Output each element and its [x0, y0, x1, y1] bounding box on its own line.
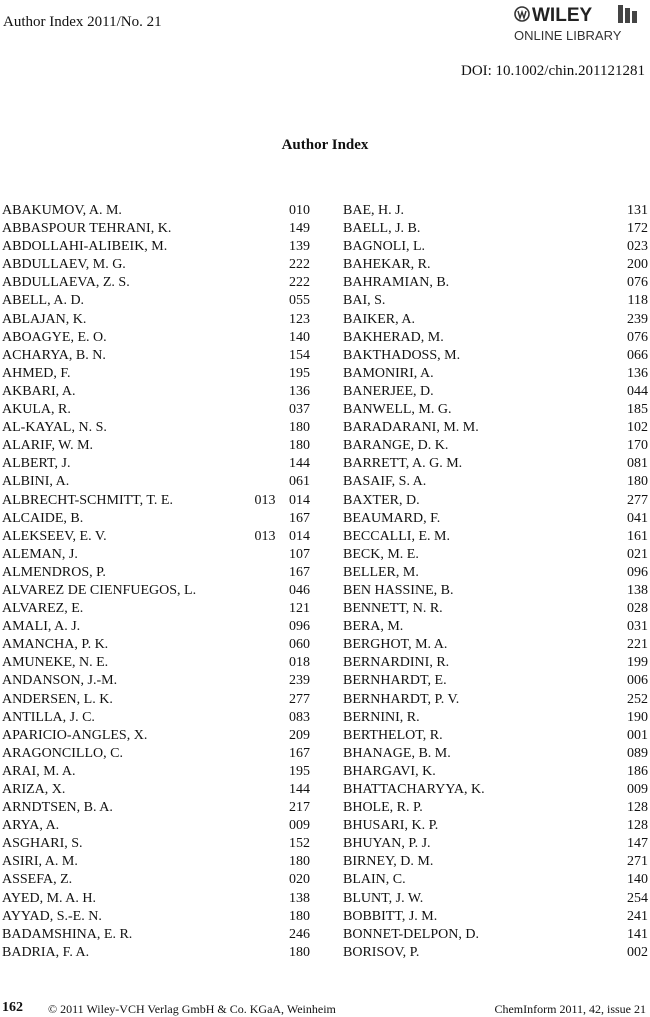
page-references: 055	[289, 293, 310, 309]
author-name: BORISOV, P.	[343, 944, 420, 960]
author-entry	[343, 636, 648, 654]
page-references: 141	[627, 926, 648, 942]
author-entry	[343, 582, 648, 600]
author-entry	[2, 871, 310, 889]
page-references: 241	[627, 908, 648, 924]
page-references: 096	[289, 619, 310, 635]
author-entry	[2, 329, 310, 347]
author-entry	[343, 890, 648, 908]
author-name: BHATTACHARYYA, K.	[343, 782, 485, 797]
author-entry	[2, 745, 310, 763]
author-name: ABDULLAEVA, Z. S.	[2, 275, 130, 291]
page-references: 252	[627, 691, 648, 707]
author-entry	[2, 492, 310, 510]
page-references: 180	[289, 944, 310, 960]
author-name: ARAI, M. A.	[2, 763, 76, 779]
author-entry	[2, 347, 310, 365]
author-name: ABAKUMOV, A. M.	[2, 203, 122, 218]
page-references: 089	[627, 745, 648, 761]
page-references: 147	[627, 836, 648, 852]
page-references: 271	[627, 854, 648, 870]
author-entry	[343, 455, 648, 473]
page-references: 046	[289, 582, 310, 598]
author-entry	[343, 492, 648, 510]
author-name: ABELL, A. D.	[2, 293, 85, 309]
running-title: Author Index 2011/No. 21	[3, 14, 162, 30]
author-name: BAHEKAR, R.	[343, 257, 431, 273]
author-name: BLAIN, C.	[343, 872, 406, 888]
author-entry	[343, 202, 648, 220]
author-entry	[2, 202, 310, 220]
page-references: 239	[289, 673, 310, 689]
page-references: 001	[627, 727, 648, 743]
author-entry	[2, 455, 310, 473]
author-name: BANWELL, M. G.	[343, 402, 452, 418]
author-entry	[2, 311, 310, 329]
page-references: 010	[289, 203, 310, 218]
author-entry	[343, 383, 648, 401]
page-references: 140	[627, 872, 648, 888]
author-list-right-column	[343, 202, 648, 962]
page-references: 006	[627, 673, 648, 689]
author-name: ARNDTSEN, B. A.	[2, 800, 113, 816]
author-name: BAKHERAD, M.	[343, 329, 444, 345]
author-name: BHARGAVI, K.	[343, 763, 436, 779]
author-name: ABLAJAN, K.	[2, 311, 87, 327]
author-name: BLUNT, J. W.	[343, 890, 424, 906]
author-name: ALBRECHT-SCHMITT, T. E.	[2, 492, 173, 508]
page-references: 107	[289, 546, 310, 562]
author-entry	[2, 582, 310, 600]
author-name: BERNARDINI, R.	[343, 655, 450, 671]
page-references: 277	[289, 691, 310, 707]
author-name: ABOAGYE, E. O.	[2, 329, 107, 345]
page-number: 162	[2, 1000, 23, 1015]
page-references: 138	[289, 890, 310, 906]
page-references: 102	[627, 420, 648, 436]
author-entry	[343, 256, 648, 274]
author-entry	[343, 781, 648, 799]
author-name: AMALI, A. J.	[2, 619, 81, 635]
author-entry	[2, 944, 310, 962]
author-entry	[2, 256, 310, 274]
logo-wordmark: WILEY	[532, 5, 593, 26]
page-references: 021	[627, 546, 648, 562]
author-name: BHANAGE, B. M.	[343, 745, 451, 761]
author-entry	[2, 401, 310, 419]
author-entry	[343, 546, 648, 564]
page-references: 170	[627, 438, 648, 454]
author-entry	[2, 890, 310, 908]
page-references: 217	[289, 800, 310, 816]
author-entry	[2, 238, 310, 256]
author-name: AL-KAYAL, N. S.	[2, 420, 107, 436]
author-name: BAGNOLI, L.	[343, 239, 426, 255]
author-name: BELLER, M.	[343, 564, 419, 580]
author-entry	[2, 564, 310, 582]
author-name: BAELL, J. B.	[343, 221, 421, 237]
author-entry	[2, 618, 310, 636]
author-entry	[343, 618, 648, 636]
author-name: BEN HASSINE, B.	[343, 582, 454, 598]
author-name: BENNETT, N. R.	[343, 601, 443, 617]
author-entry	[2, 274, 310, 292]
page-references: 121	[289, 601, 310, 617]
author-name: BAMONIRI, A.	[343, 365, 434, 381]
wiley-logo-graphic	[514, 4, 646, 46]
author-entry	[2, 817, 310, 835]
page-references: 239	[627, 311, 648, 327]
author-name: AMUNEKE, N. E.	[2, 655, 109, 671]
author-entry	[343, 709, 648, 727]
author-name: ASSEFA, Z.	[2, 872, 73, 888]
logo-bar-1	[618, 5, 623, 23]
author-name: ALCAIDE, B.	[2, 510, 84, 526]
page-references: 023	[627, 239, 648, 255]
author-name: ARIZA, X.	[2, 782, 66, 797]
page-references: 144	[289, 456, 310, 472]
author-name: ALBERT, J.	[2, 456, 71, 472]
author-entry	[2, 600, 310, 618]
author-entry	[343, 853, 648, 871]
page-references: 167	[289, 564, 310, 580]
author-entry	[343, 727, 648, 745]
author-entry	[343, 329, 648, 347]
author-name: BAI, S.	[343, 293, 386, 309]
page-references: 161	[627, 528, 648, 544]
author-name: ABDOLLAHI-ALIBEIK, M.	[2, 239, 168, 255]
author-entry	[2, 437, 310, 455]
page-references: 013 014	[254, 492, 310, 508]
author-name: BERTHELOT, R.	[343, 727, 443, 743]
author-name: BHUYAN, P. J.	[343, 836, 431, 852]
author-name: ALMENDROS, P.	[2, 564, 106, 580]
author-entry	[343, 944, 648, 962]
author-entry	[343, 691, 648, 709]
author-name: ALARIF, W. M.	[2, 438, 94, 454]
author-entry	[2, 636, 310, 654]
page-references: 020	[289, 872, 310, 888]
page-references: 186	[627, 763, 648, 779]
author-entry	[2, 383, 310, 401]
page-references: 185	[627, 402, 648, 418]
author-name: ALEKSEEV, E. V.	[2, 528, 107, 544]
author-entry	[2, 763, 310, 781]
page-references: 167	[289, 510, 310, 526]
page-references: 118	[627, 293, 648, 309]
author-entry	[2, 365, 310, 383]
page-references: 222	[289, 257, 310, 273]
page-references: 031	[627, 619, 648, 635]
author-entry	[343, 274, 648, 292]
author-name: ACHARYA, B. N.	[2, 347, 106, 363]
page-references: 028	[627, 601, 648, 617]
author-name: ALVAREZ DE CIENFUEGOS, L.	[2, 582, 197, 598]
author-name: BAKTHADOSS, M.	[343, 347, 461, 363]
author-entry	[2, 473, 310, 491]
author-entry	[343, 311, 648, 329]
page-references: 083	[289, 709, 310, 725]
author-entry	[2, 528, 310, 546]
page-references: 222	[289, 275, 310, 291]
author-name: ASGHARI, S.	[2, 836, 83, 852]
author-entry	[2, 672, 310, 690]
author-entry	[2, 926, 310, 944]
author-name: BERA, M.	[343, 619, 404, 635]
author-name: AKULA, R.	[2, 402, 71, 418]
author-entry	[343, 365, 648, 383]
page-references: 076	[627, 329, 648, 345]
author-entry	[343, 510, 648, 528]
page-references: 096	[627, 564, 648, 580]
page-references: 172	[627, 221, 648, 237]
author-name: BAXTER, D.	[343, 492, 420, 508]
author-entry	[2, 853, 310, 871]
page-references: 200	[627, 257, 648, 273]
author-entry	[343, 926, 648, 944]
page-references: 066	[627, 347, 648, 363]
page-references: 180	[289, 420, 310, 436]
author-entry	[2, 691, 310, 709]
copyright-notice: © 2011 Wiley-VCH Verlag GmbH & Co. KGaA, Weinheim	[48, 1002, 336, 1016]
page-references: 195	[289, 763, 310, 779]
author-entry	[2, 709, 310, 727]
page-references: 076	[627, 275, 648, 291]
author-name: ALEMAN, J.	[2, 546, 78, 562]
author-entry	[2, 292, 310, 310]
page-references: 221	[627, 637, 648, 653]
page-references: 044	[627, 383, 648, 399]
author-entry	[2, 835, 310, 853]
author-name: BANERJEE, D.	[343, 383, 434, 399]
author-name: AHMED, F.	[2, 365, 71, 381]
author-name: BAE, H. J.	[343, 203, 405, 218]
author-name: ARAGONCILLO, C.	[2, 745, 123, 761]
author-entry	[2, 654, 310, 672]
logo-bar-2	[625, 8, 630, 23]
page-references: 061	[289, 474, 310, 490]
author-name: ANDANSON, J.-M.	[2, 673, 118, 689]
page-title: Author Index	[281, 137, 369, 153]
page-references: 060	[289, 637, 310, 653]
page-references: 009	[627, 782, 648, 797]
page-references: 138	[627, 582, 648, 598]
page-references: 081	[627, 456, 648, 472]
page-references: 002	[627, 944, 648, 960]
author-entry	[343, 835, 648, 853]
author-name: BERNINI, R.	[343, 709, 420, 725]
author-name: BADAMSHINA, E. R.	[2, 926, 133, 942]
page-references: 144	[289, 782, 310, 797]
author-name: BARANGE, D. K.	[343, 438, 449, 454]
author-name: AMANCHA, P. K.	[2, 637, 109, 653]
page-references: 277	[627, 492, 648, 508]
author-entry	[2, 727, 310, 745]
author-entry	[2, 419, 310, 437]
author-name: ALBINI, A.	[2, 474, 70, 490]
author-entry	[343, 745, 648, 763]
page-references: 209	[289, 727, 310, 743]
author-name: BERGHOT, M. A.	[343, 637, 448, 653]
wiley-online-library-logo	[514, 4, 646, 46]
logo-subtitle: ONLINE LIBRARY	[514, 28, 622, 43]
journal-reference: ChemInform 2011, 42, issue 21	[494, 1002, 646, 1016]
author-name: ABDULLAEV, M. G.	[2, 257, 126, 273]
page-references: 136	[627, 365, 648, 381]
author-entry	[343, 220, 648, 238]
page-references: 139	[289, 239, 310, 255]
page-references: 152	[289, 836, 310, 852]
page-references: 254	[627, 890, 648, 906]
author-name: BHUSARI, K. P.	[343, 818, 439, 834]
author-name: BEAUMARD, F.	[343, 510, 441, 526]
logo-seal-mark	[518, 11, 526, 18]
author-name: AYYAD, S.-E. N.	[2, 908, 102, 924]
author-entry	[343, 528, 648, 546]
author-name: BHOLE, R. P.	[343, 800, 423, 816]
author-name: ABBASPOUR TEHRANI, K.	[2, 221, 172, 237]
author-name: BONNET-DELPON, D.	[343, 926, 479, 942]
page-references: 195	[289, 365, 310, 381]
page-references: 128	[627, 818, 648, 834]
author-entry	[2, 220, 310, 238]
author-entry	[343, 473, 648, 491]
author-name: BARRETT, A. G. M.	[343, 456, 463, 472]
author-name: APARICIO-ANGLES, X.	[2, 727, 148, 743]
page-footer	[0, 1000, 650, 1017]
doi: DOI: 10.1002/chin.201121281	[460, 63, 645, 79]
page-references: 128	[627, 800, 648, 816]
page-references: 131	[627, 203, 648, 218]
author-entry	[2, 799, 310, 817]
author-entry	[343, 654, 648, 672]
author-name: BASAIF, S. A.	[343, 474, 427, 490]
page-references: 154	[289, 347, 310, 363]
author-entry	[343, 437, 648, 455]
author-name: BERNHARDT, E.	[343, 673, 447, 689]
author-entry	[2, 781, 310, 799]
author-name: ALVAREZ, E.	[2, 601, 84, 617]
author-entry	[343, 419, 648, 437]
author-name: AKBARI, A.	[2, 383, 76, 399]
author-name: BOBBITT, J. M.	[343, 908, 438, 924]
page-references: 123	[289, 311, 310, 327]
page-references: 149	[289, 221, 310, 237]
page-references: 037	[289, 402, 310, 418]
page-references: 041	[627, 510, 648, 526]
author-entry	[343, 871, 648, 889]
author-entry	[343, 600, 648, 618]
author-name: BAIKER, A.	[343, 311, 415, 327]
author-name: BIRNEY, D. M.	[343, 854, 434, 870]
page-references: 180	[627, 474, 648, 490]
author-name: AYED, M. A. H.	[2, 890, 96, 906]
page-references: 190	[627, 709, 648, 725]
author-entry	[343, 799, 648, 817]
author-name: BARADARANI, M. M.	[343, 420, 479, 436]
author-name: ARYA, A.	[2, 818, 60, 834]
author-name: BAHRAMIAN, B.	[343, 275, 450, 291]
page-references: 009	[289, 818, 310, 834]
page-references: 013 014	[254, 528, 310, 544]
author-name: BADRIA, F. A.	[2, 944, 90, 960]
page-references: 180	[289, 438, 310, 454]
author-entry	[343, 292, 648, 310]
author-entry	[343, 564, 648, 582]
page-references: 180	[289, 854, 310, 870]
author-entry	[2, 908, 310, 926]
page-references: 199	[627, 655, 648, 671]
page-references: 140	[289, 329, 310, 345]
page-references: 180	[289, 908, 310, 924]
author-entry	[343, 672, 648, 690]
page-references: 136	[289, 383, 310, 399]
author-entry	[343, 401, 648, 419]
author-name: BECCALLI, E. M.	[343, 528, 450, 544]
page-references: 167	[289, 745, 310, 761]
author-name: BERNHARDT, P. V.	[343, 691, 460, 707]
author-entry	[343, 817, 648, 835]
author-entry	[343, 238, 648, 256]
logo-bar-3	[632, 11, 637, 23]
author-name: ASIRI, A. M.	[2, 854, 78, 870]
page-references: 018	[289, 655, 310, 671]
author-name: ANDERSEN, L. K.	[2, 691, 113, 707]
author-name: ANTILLA, J. C.	[2, 709, 95, 725]
author-entry	[343, 347, 648, 365]
author-list-left-column	[2, 202, 310, 962]
page-references: 246	[289, 926, 310, 942]
author-entry	[343, 763, 648, 781]
author-name: BECK, M. E.	[343, 546, 419, 562]
author-entry	[2, 546, 310, 564]
author-entry	[2, 510, 310, 528]
author-entry	[343, 908, 648, 926]
